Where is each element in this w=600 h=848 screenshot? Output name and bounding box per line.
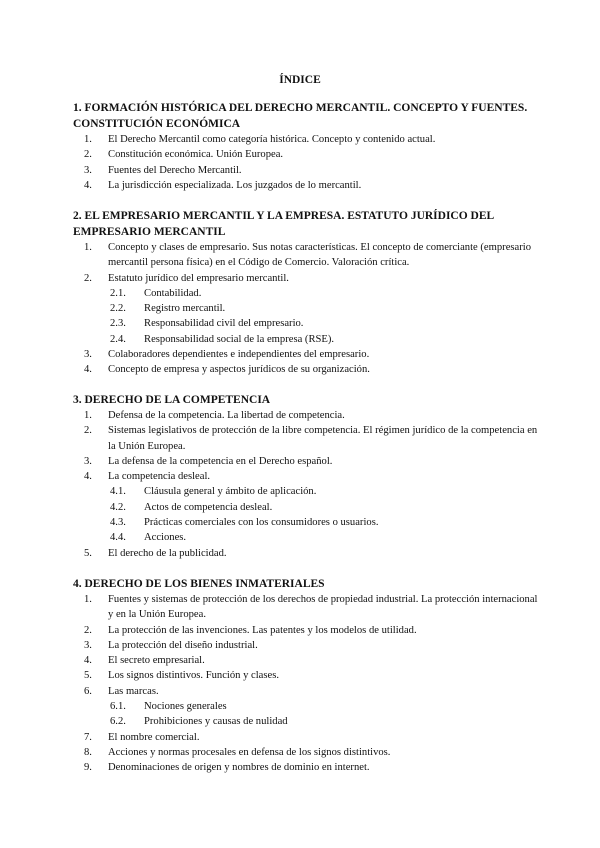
item-number: 1.	[84, 410, 92, 421]
item-text: El derecho de la publicidad.	[108, 547, 227, 559]
item-number: 4.	[84, 471, 92, 483]
list-item	[73, 623, 543, 638]
item-text: Sistemas legislativos de protección de la libre competencia. El régimen jurídico de la competencia en la Unión Europea.	[108, 425, 538, 452]
item-text: Concepto y clases de empresario. Sus notas características. El concepto de comerciante (empresario mercantil persona física) en el Código de Comercio. Valoración crítica.	[108, 242, 531, 269]
item-text: Las marcas.	[108, 685, 159, 697]
sub-item	[73, 316, 543, 331]
item-text: Fuentes del Derecho Mercantil.	[108, 164, 242, 176]
item-text: Acciones y normas procesales en defensa de los signos distintivos.	[108, 746, 391, 758]
item-text: Estatuto jurídico del empresario mercantil.	[108, 272, 289, 284]
item-number: 4.2.	[110, 501, 126, 513]
item-number: 5.	[84, 547, 92, 559]
item-number: 2.4.	[110, 333, 126, 345]
item-text: Prácticas comerciales con los consumidores o usuarios.	[144, 517, 379, 529]
list-item	[73, 730, 543, 745]
item-text: Colaboradores dependientes e independientes del empresario.	[108, 349, 370, 361]
item-number: 1.	[84, 134, 92, 145]
item-text: Registro mercantil.	[144, 303, 226, 315]
item-number: 2.	[84, 272, 92, 284]
item-text: Nociones generales	[144, 701, 227, 713]
item-number: 4.	[84, 179, 92, 191]
item-text: La protección del diseño industrial.	[108, 639, 258, 651]
item-number: 1.	[84, 594, 92, 605]
section-4	[73, 576, 543, 776]
item-number: 2.2.	[110, 303, 126, 315]
item-number: 4.3.	[110, 517, 126, 529]
list-item	[73, 638, 543, 653]
sub-item	[73, 699, 543, 714]
sub-item	[73, 530, 543, 545]
list-item	[73, 423, 543, 454]
item-text: Fuentes y sistemas de protección de los derechos de propiedad industrial. La protección internacional y en la Unión Europea.	[108, 594, 538, 621]
item-text: Actos de competencia desleal.	[144, 501, 273, 513]
list-item	[73, 147, 543, 162]
item-number: 3.	[84, 349, 92, 361]
item-text: Cláusula general y ámbito de aplicación.	[144, 486, 317, 498]
section-heading: 2. EL EMPRESARIO MERCANTIL Y LA EMPRESA. ESTATUTO JURÍDICO DEL EMPRESARIO MERCANTIL	[73, 210, 494, 238]
list-item	[73, 347, 543, 362]
item-text: La defensa de la competencia en el Derecho español.	[108, 455, 333, 467]
item-number: 3.	[84, 164, 92, 176]
item-number: 6.1.	[110, 701, 126, 713]
list-item	[73, 163, 543, 178]
item-text: La jurisdicción especializada. Los juzgados de lo mercantil.	[108, 179, 362, 191]
item-list	[73, 240, 543, 378]
list-item	[73, 684, 543, 699]
section-2	[73, 208, 543, 378]
item-number: 5.	[84, 670, 92, 682]
list-item	[73, 546, 543, 561]
list-item	[73, 454, 543, 469]
list-item	[73, 760, 543, 775]
list-item	[73, 240, 543, 271]
list-item	[73, 362, 543, 377]
section-heading: 4. DERECHO DE LOS BIENES INMATERIALES	[73, 578, 325, 590]
item-number: 2.1.	[110, 287, 126, 299]
section-heading: 3. DERECHO DE LA COMPETENCIA	[73, 394, 271, 406]
page-title: ÍNDICE	[279, 74, 321, 86]
item-number: 2.	[84, 149, 92, 161]
list-item	[73, 178, 543, 193]
item-text: Contabilidad.	[144, 287, 202, 299]
item-text: Responsabilidad social de la empresa (RSE).	[144, 333, 335, 345]
sub-item	[73, 515, 543, 530]
item-number: 2.3.	[110, 318, 126, 330]
list-item	[73, 668, 543, 683]
list-item	[73, 592, 543, 623]
sub-item	[73, 332, 543, 347]
item-number: 8.	[84, 746, 92, 758]
item-number: 7.	[84, 731, 92, 743]
list-item	[73, 653, 543, 668]
list-item	[73, 408, 543, 423]
section-3	[73, 392, 543, 561]
item-list	[73, 132, 543, 193]
item-text: Denominaciones de origen y nombres de dominio en internet.	[108, 762, 370, 774]
list-item	[73, 469, 543, 484]
item-number: 4.	[84, 364, 92, 376]
item-list	[73, 408, 543, 561]
item-number: 6.	[84, 685, 92, 697]
list-item	[73, 745, 543, 760]
item-number: 6.2.	[110, 716, 126, 728]
item-number: 2.	[84, 425, 92, 437]
sub-item	[73, 484, 543, 499]
item-number: 3.	[84, 455, 92, 467]
item-text: La competencia desleal.	[108, 471, 211, 483]
item-number: 4.	[84, 655, 92, 667]
item-text: Los signos distintivos. Función y clases.	[108, 670, 279, 682]
item-text: Acciones.	[144, 532, 187, 544]
item-text: La protección de las invenciones. Las patentes y los modelos de utilidad.	[108, 624, 417, 636]
item-text: Defensa de la competencia. La libertad de competencia.	[108, 410, 345, 421]
sub-item	[73, 714, 543, 729]
item-list	[73, 592, 543, 776]
item-number: 4.1.	[110, 486, 126, 498]
sub-item	[73, 301, 543, 316]
section-heading: 1. FORMACIÓN HISTÓRICA DEL DERECHO MERCANTIL. CONCEPTO Y FUENTES. CONSTITUCIÓN ECONÓMICA	[73, 102, 528, 130]
item-number: 2.	[84, 624, 92, 636]
list-item	[73, 271, 543, 286]
item-text: El nombre comercial.	[108, 731, 200, 743]
item-number: 3.	[84, 639, 92, 651]
item-text: El Derecho Mercantil como categoría histórica. Concepto y contenido actual.	[108, 134, 436, 145]
sub-item	[73, 500, 543, 515]
section-1	[73, 100, 543, 193]
item-number: 1.	[84, 242, 92, 253]
item-number: 9.	[84, 762, 92, 774]
item-text: El secreto empresarial.	[108, 655, 205, 667]
sub-item	[73, 286, 543, 301]
item-number: 4.4.	[110, 532, 126, 544]
item-text: Constitución económica. Unión Europea.	[108, 149, 284, 161]
item-text: Prohibiciones y causas de nulidad	[144, 716, 288, 728]
item-text: Concepto de empresa y aspectos jurídicos de su organización.	[108, 364, 370, 376]
item-text: Responsabilidad civil del empresario.	[144, 318, 304, 330]
list-item	[73, 132, 543, 147]
